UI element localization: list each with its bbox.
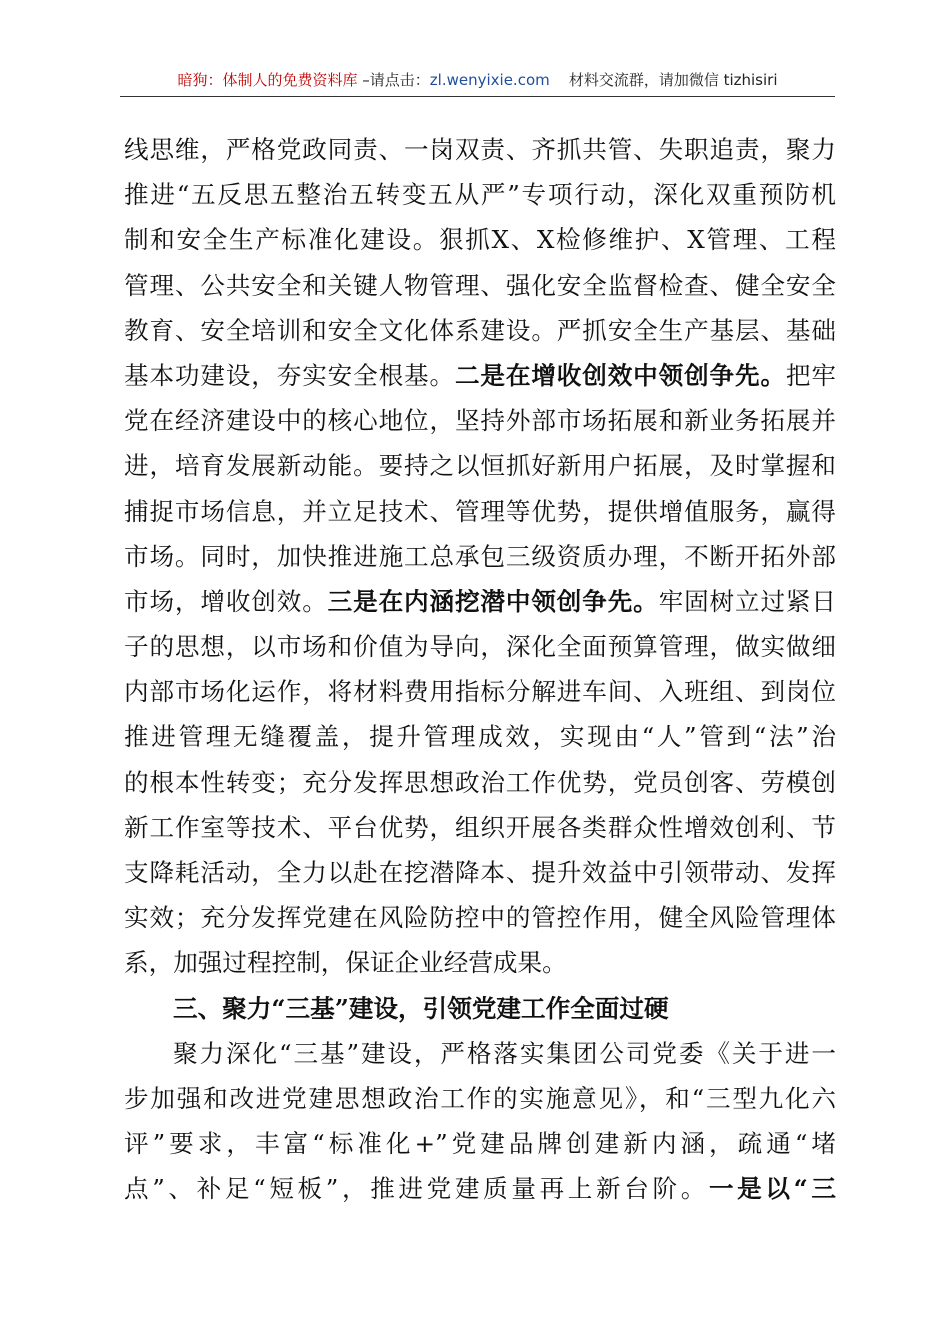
text-line: 评”要求，丰富“标准化+”党建品牌创建新内涵，疏通“堵 — [124, 1129, 836, 1159]
text-line: 子的思想，以市场和价值为导向，深化全面预算管理，做实做细 — [124, 632, 836, 662]
bold-point-two: 二是在增收创效中领创争先。 — [454, 360, 786, 390]
text-line: 实效；充分发挥党建在风险防控中的管控作用，健全风险管理体 — [124, 903, 836, 933]
text-line: 新工作室等技术、平台优势，组织开展各类群众性增效创利、节 — [124, 812, 836, 842]
text-line: 推进“五反思五整治五转变五从严”专项行动，深化双重预防机 — [124, 180, 836, 210]
text-line: 支降耗活动，全力以赴在挖潜降本、提升效益中引领带动、发挥 — [124, 858, 836, 887]
text-line: 市场。同时，加快推进施工总承包三级资质办理，不断开拓外部 — [124, 541, 836, 571]
text-line: 聚力深化“三基”建设，严格落实集团公司党委《关于进一 — [173, 1038, 836, 1068]
header-url-link[interactable]: zl.wenyixie.com — [429, 71, 550, 89]
text-line: 线思维，严格党政同责、一岗双责、齐抓共管、失职追责，聚力 — [124, 135, 836, 164]
text-line: 系，加强过程控制，保证企业经营成果。 — [124, 948, 567, 978]
text-line: 教育、安全培训和安全文化体系建设。严抓安全生产基层、基础 — [124, 315, 836, 345]
page-header — [120, 70, 835, 97]
document-body — [124, 127, 836, 1212]
text-line: 基本功建设，夯实安全根基。二是在增收创效中领创争先。把牢 — [124, 360, 836, 390]
header-brand: 暗狗：体制人的免费资料库 — [177, 71, 358, 89]
text-line: 的根本性转变；充分发挥思想政治工作优势，党员创客、劳模创 — [124, 767, 836, 797]
text-line: 捕捉市场信息，并立足技术、管理等优势，提供增值服务，赢得 — [124, 496, 836, 526]
text-line: 进，培育发展新动能。要持之以恒抓好新用户拓展，及时掌握和 — [124, 451, 836, 481]
bold-point-one: 一是以“三 — [708, 1174, 836, 1204]
section-heading: 三、聚力“三基”建设，引领党建工作全面过硬 — [173, 993, 669, 1023]
text-line: 推进管理无缝覆盖，提升管理成效，实现由“人”管到“法”治 — [124, 722, 836, 752]
text-line: 管理、公共安全和关键人物管理、强化安全监督检查、健全安全 — [124, 270, 836, 300]
bold-point-three: 三是在内涵挖潜中领创争先。 — [327, 586, 659, 616]
text-line: 党在经济建设中的核心地位，坚持外部市场拓展和新业务拓展并 — [124, 406, 836, 436]
text-line: 制和安全生产标准化建设。狠抓X、X检修维护、X管理、工程 — [124, 225, 836, 255]
text-line: 内部市场化运作，将材料费用指标分解进车间、入班组、到岗位 — [124, 677, 836, 707]
text-line: 步加强和改进党建思想政治工作的实施意见》，和“三型九化六 — [124, 1083, 836, 1113]
text-line: 市场，增收创效。三是在内涵挖潜中领创争先。牢固树立过紧日 — [124, 586, 836, 616]
header-click-prefix: –请点击： — [357, 71, 430, 89]
text-line: 点”、补足“短板”，推进党建质量再上新台阶。一是以“三 — [124, 1174, 836, 1204]
header-contact: 材料交流群，请加微信 tizhisiri — [568, 71, 778, 89]
